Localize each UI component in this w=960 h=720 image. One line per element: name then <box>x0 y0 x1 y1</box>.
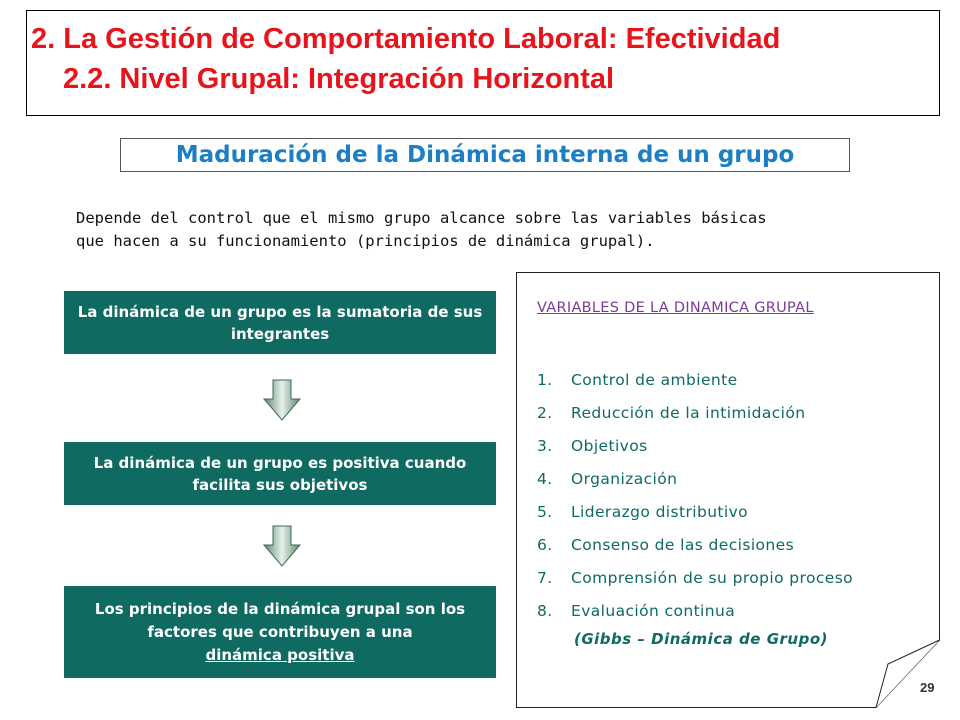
intro-text <box>76 207 916 253</box>
list-item: 6. Consenso de las decisiones <box>537 536 795 554</box>
flow-box-2-text: La dinámica de un grupo es positiva cuando facilita sus objetivos <box>93 453 467 494</box>
main-subtitle: 2.2. Nivel Grupal: Integración Horizontal <box>63 63 615 95</box>
flow-box-2 <box>64 442 496 505</box>
list-item: 2. Reducción de la intimidación <box>537 404 806 422</box>
citation: (Gibbs – Dinámica de Grupo) <box>574 630 828 648</box>
down-arrow-icon <box>262 379 302 421</box>
variables-list <box>537 364 853 628</box>
down-arrow-icon <box>262 525 302 567</box>
section-title: Maduración de la Dinámica interna de un grupo <box>120 138 850 172</box>
list-item: 5. Liderazgo distributivo <box>537 503 749 521</box>
intro-line-2: que hacen a su funcionamiento (principios de dinámica grupal). <box>76 232 655 250</box>
title-box <box>26 10 940 116</box>
flow-box-3-underline: dinámica positiva <box>205 645 355 664</box>
flow-box-3-text: Los principios de la dinámica grupal son los factores que contribuyen a una <box>94 599 466 641</box>
list-item: 7. Comprensión de su propio proceso <box>537 569 854 587</box>
list-item: 8. Evaluación continua <box>537 602 736 620</box>
flow-box-1 <box>64 291 496 354</box>
flow-box-3 <box>64 586 496 678</box>
list-item: 4. Organización <box>537 470 678 488</box>
variables-title: VARIABLES DE LA DINAMICA GRUPAL <box>537 300 814 316</box>
main-title: 2. La Gestión de Comportamiento Laboral: Efectividad <box>31 23 781 55</box>
list-item: 3. Objetivos <box>537 437 648 455</box>
list-item: 1. Control de ambiente <box>537 371 738 389</box>
intro-line-1: Depende del control que el mismo grupo alcance sobre las variables básicas <box>76 209 767 227</box>
flow-box-1-text: La dinámica de un grupo es la sumatoria de sus integrantes <box>77 302 483 343</box>
page-number: 29 <box>920 680 935 695</box>
